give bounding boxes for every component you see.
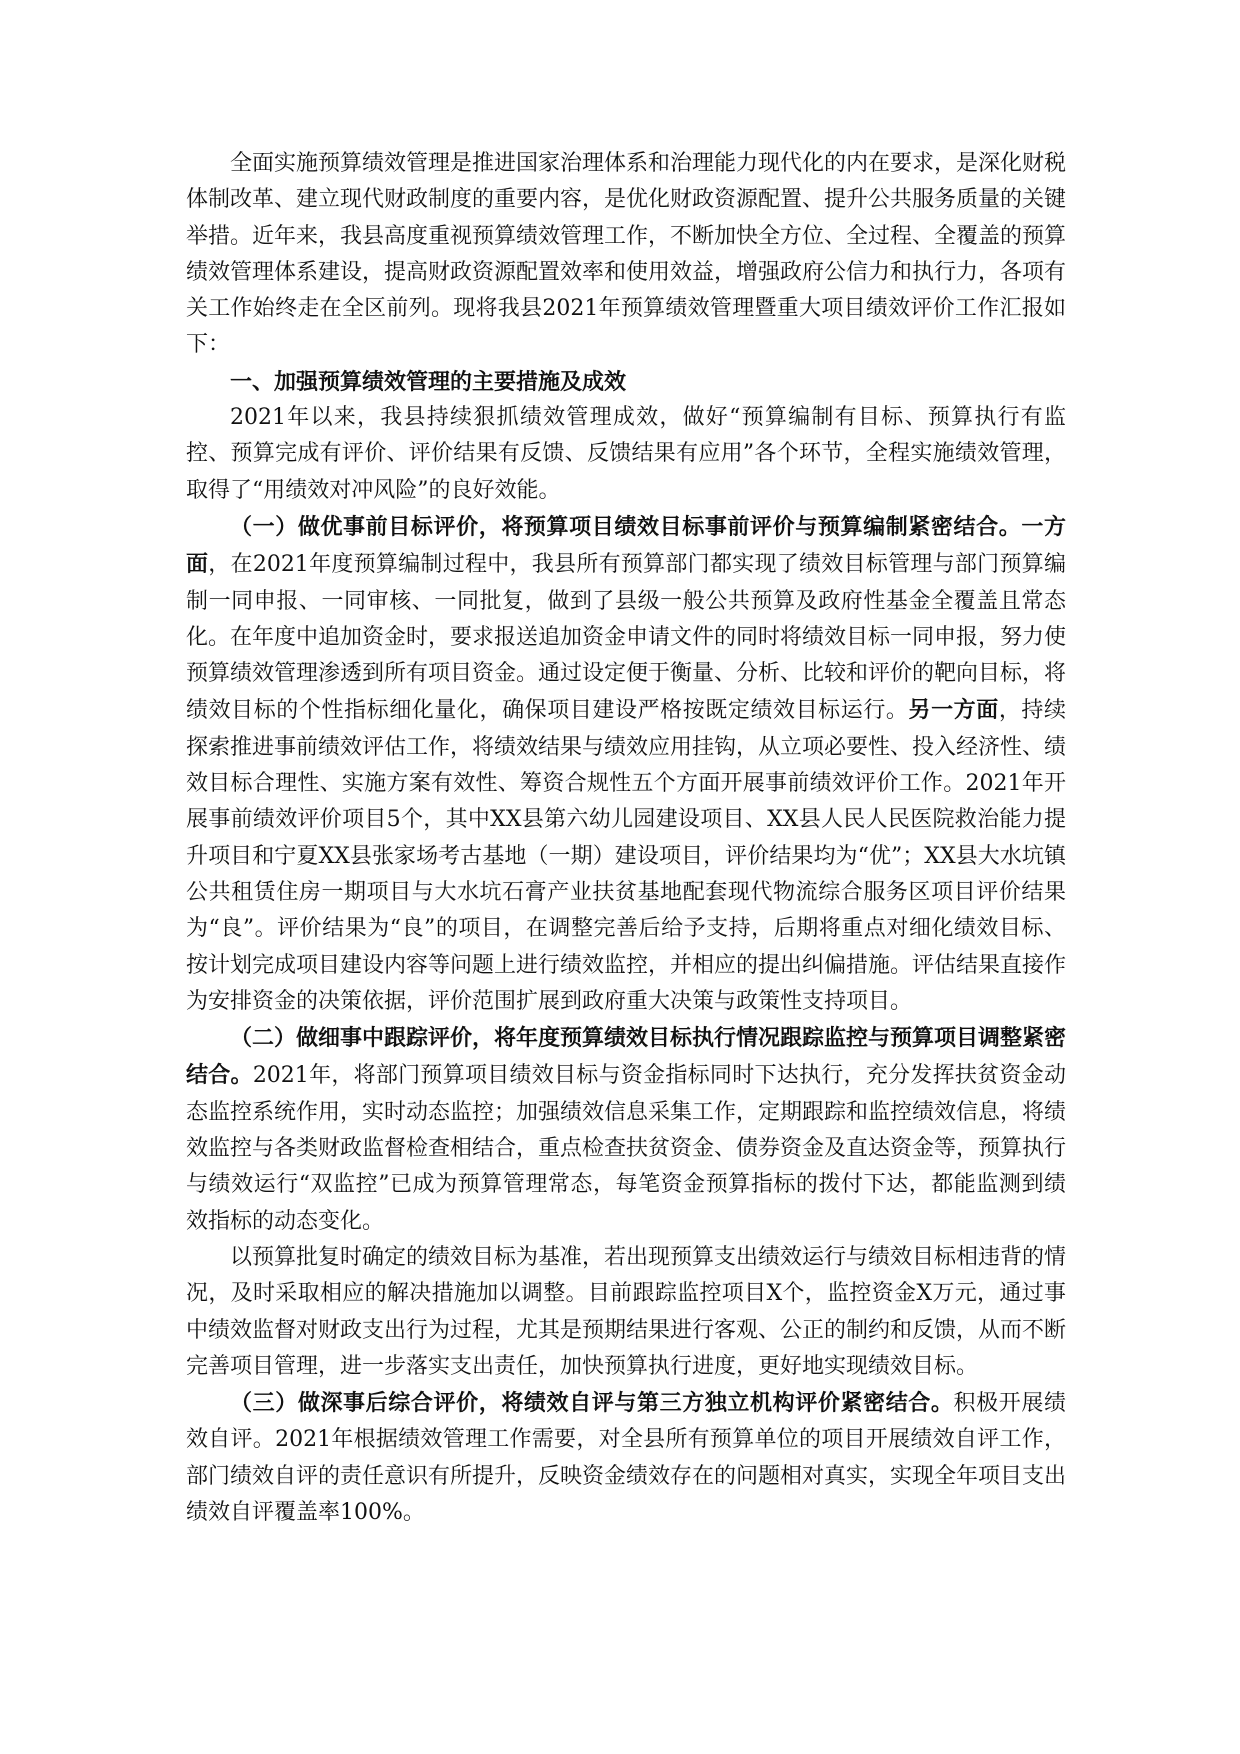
section-heading: 一、加强预算绩效管理的主要措施及成效 — [230, 368, 627, 395]
item-two-title: （二）做细事中跟踪评价，将年度预算绩效目标执行情况跟踪监控与预算项目调整紧密结合。 — [186, 1025, 1067, 1089]
item-one-lead-2: 另一方面 — [908, 697, 999, 724]
item-two-text: 2021年，将部门预算项目绩效目标与资金指标同时下达执行，充分发挥扶贫资金动态监控系统作用，实时动态监控；加强绩效信息采集工作，定期跟踪和监控绩效信息，将绩效监控与各类财政监督检查相结合，重点检查扶贫资金、债券资金及直达资金等，预算执行与绩效运行“双监控”已成为预算管理常态，每笔资金预算指标的拨付下达，都能监测到绩效指标的动态变化。 — [186, 1063, 1067, 1234]
intro-paragraph: 全面实施预算绩效管理是推进国家治理体系和治理能力现代化的内在要求，是深化财税体制改革、建立现代财政制度的重要内容，是优化财政资源配置、提升公共服务质量的关键举措。近年来，我县高度重视预算绩效管理工作，不断加快全方位、全过程、全覆盖的预算绩效管理体系建设，提高财政资源配置效率和使用效益，增强政府公信力和执行力，各项有关工作始终走在全区前列。现将我县2021年预算绩效管理暨重大项目绩效评价工作汇报如下： — [186, 151, 1067, 358]
document-body — [186, 146, 1066, 1531]
item-one-paragraph — [186, 509, 1066, 1020]
item-three-title: （三）做深事后综合评价，将绩效自评与第三方独立机构评价紧密结合。 — [230, 1390, 954, 1417]
item-one-text-2: ，持续探索推进事前绩效评估工作，将绩效结果与绩效应用挂钩，从立项必要性、投入经济性、绩效目标合理性、实施方案有效性、筹资合规性五个方面开展事前绩效评价工作。2021年开展事前绩效评价项目5个，其中XX县第六幼儿园建设项目、XX县人民人民医院救治能力提升项目和宁夏XX县张家场考古基地（一期）建设项目，评价结果均为“优”；XX县大水坑镇公共租赁住房一期项目与大水坑石膏产业扶贫基地配套现代物流综合服务区项目评价结果为“良”。评价结果为“良”的项目，在调整完善后给予支持，后期将重点对细化绩效目标、按计划完成项目建设内容等问题上进行绩效监控，并相应的提出纠偏措施。评估结果直接作为安排资金的决策依据，评价范围扩展到政府重大决策与政策性支持项目。 — [186, 698, 1067, 1014]
item-one-title: （一）做优事前目标评价，将预算项目绩效目标事前评价与预算编制紧密结合。 — [230, 513, 1022, 540]
item-three-paragraph — [186, 1385, 1066, 1531]
item-two-paragraph — [186, 1020, 1066, 1240]
item-three-text: 积极开展绩效自评。2021年根据绩效管理工作需要，对全县所有预算单位的项目开展绩效自评工作，部门绩效自评的责任意识有所提升，反映资金绩效存在的问题相对真实，实现全年项目支出绩效自评覆盖率100%。 — [186, 1391, 1067, 1525]
section-summary-paragraph: 2021年以来，我县持续狠抓绩效管理成效，做好“预算编制有目标、预算执行有监控、预算完成有评价、评价结果有反馈、反馈结果有应用”各个环节，全程实施绩效管理，取得了“用绩效对冲风险”的良好效能。 — [186, 405, 1066, 503]
item-one-text-1: ，在2021年度预算编制过程中，我县所有预算部门都实现了绩效目标管理与部门预算编制一同申报、一同审核、一同批复，做到了县级一般公共预算及政府性基金全覆盖且常态化。在年度中追加资金时，要求报送追加资金申请文件的同时将绩效目标一同申报，努力使预算绩效管理渗透到所有项目资金。通过设定便于衡量、分析、比较和评价的靶向目标，将绩效目标的个性指标细化量化，确保项目建设严格按既定绩效目标运行。 — [186, 552, 1067, 724]
item-one-lead-1: 一方面 — [186, 513, 1066, 578]
item-two-followup-paragraph: 以预算批复时确定的绩效目标为基准，若出现预算支出绩效运行与绩效目标相违背的情况，及时采取相应的解决措施加以调整。目前跟踪监控项目X个，监控资金X万元，通过事中绩效监督对财政支出行为过程，尤其是预期结果进行客观、公正的制约和反馈，从而不断完善项目管理，进一步落实支出责任，加快预算执行进度，更好地实现绩效目标。 — [186, 1244, 1067, 1379]
